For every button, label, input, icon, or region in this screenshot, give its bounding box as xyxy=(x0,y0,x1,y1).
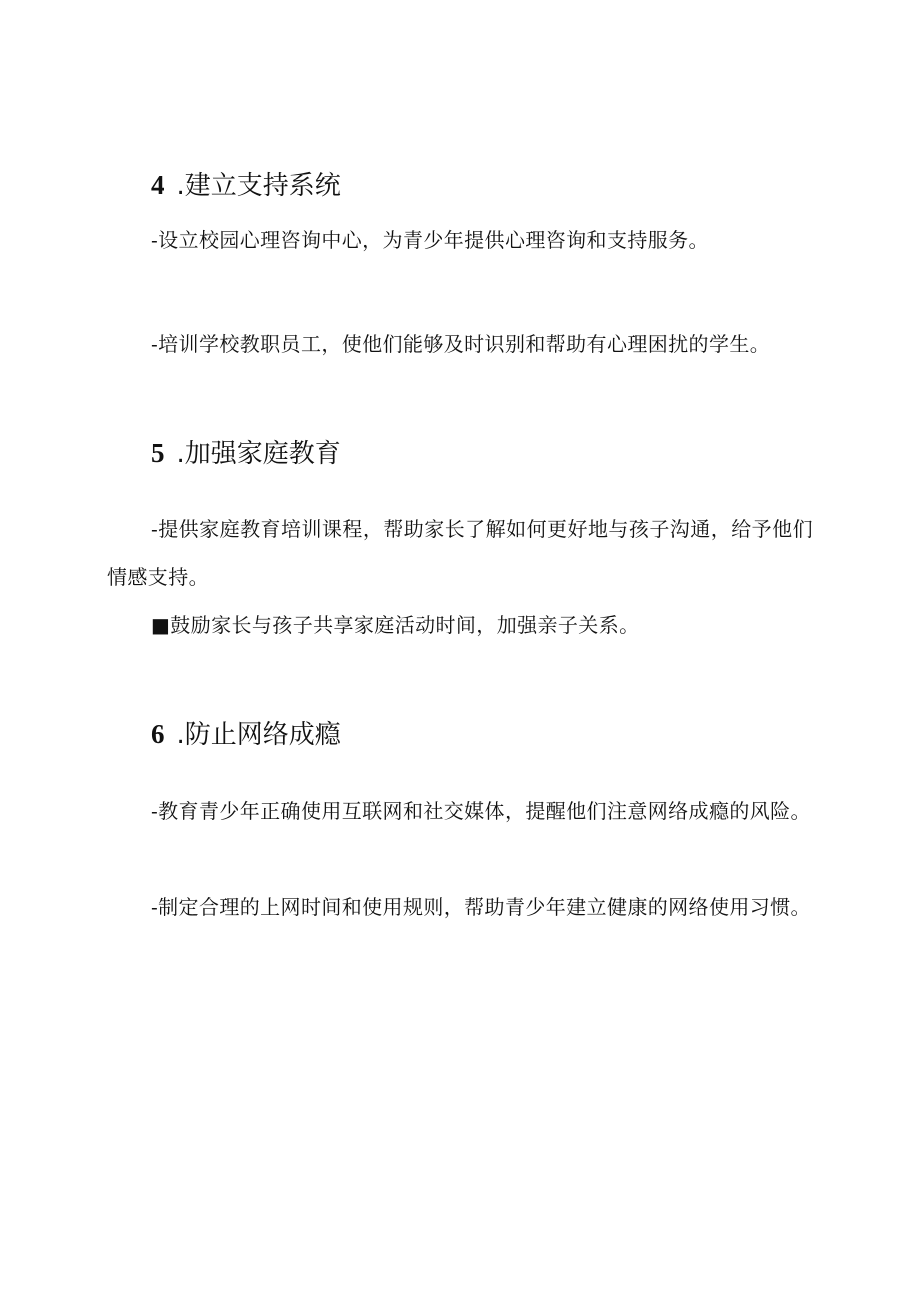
section-4-heading xyxy=(151,170,341,201)
section-6-title: .防止网络成瘾 xyxy=(176,720,341,750)
section-5-item-2: ■鼓励家长与孩子共享家庭活动时间，加强亲子关系。 xyxy=(151,613,640,637)
section-6-item-1: -教育青少年正确使用互联网和社交媒体，提醒他们注意网络成瘾的风险。 xyxy=(151,799,811,823)
section-6-heading xyxy=(151,719,341,750)
section-6-item-2: -制定合理的上网时间和使用规则，帮助青少年建立健康的网络使用习惯。 xyxy=(151,895,811,919)
section-4-number: 4 xyxy=(151,170,165,200)
section-5-heading xyxy=(151,438,341,469)
section-4-title: .建立支持系统 xyxy=(176,171,341,201)
section-5-number: 5 xyxy=(151,438,165,468)
section-5-title: .加强家庭教育 xyxy=(176,439,341,469)
section-5-item-1: -提供家庭教育培训课程，帮助家长了解如何更好地与孩子沟通，给予他们情感支持。 xyxy=(107,517,813,589)
section-4-item-2: -培训学校教职员工，使他们能够及时识别和帮助有心理困扰的学生。 xyxy=(151,332,771,356)
section-4-item-1: -设立校园心理咨询中心，为青少年提供心理咨询和支持服务。 xyxy=(151,228,709,252)
section-6-number: 6 xyxy=(151,719,165,749)
